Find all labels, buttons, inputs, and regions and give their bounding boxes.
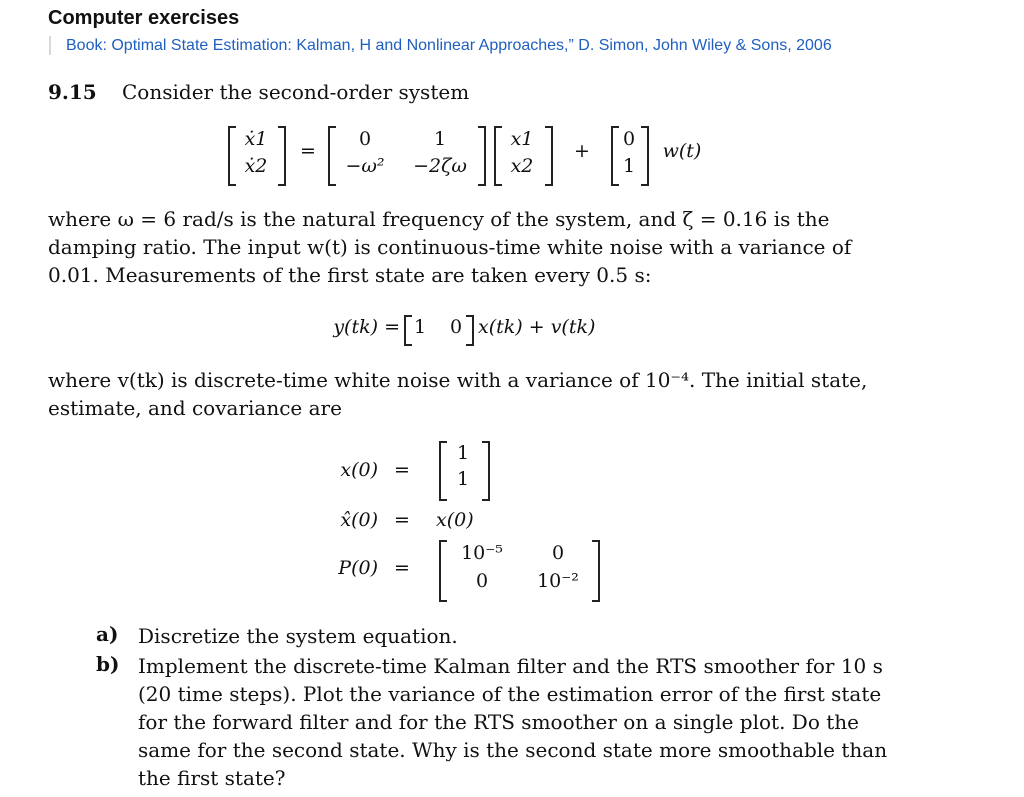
paragraph-description [48, 205, 888, 289]
text-line: 0.01. Measurements of the first state are taken every 0.5 s: [48, 263, 652, 287]
xhat0-value: x(0) [436, 509, 474, 531]
text-line: damping ratio. The input w(t) is continuous-time white noise with a variance of [48, 235, 852, 259]
item-label-b: b) [96, 652, 120, 676]
text-line: Discretize the system equation. [138, 624, 458, 648]
bracket-right [545, 126, 553, 186]
p0-21: 0 [475, 570, 489, 592]
plus-sign: + [574, 140, 590, 162]
equals-sign: = [394, 509, 410, 531]
text-line: Implement the discrete-time Kalman filter and the RTS smoother for 10 s [138, 654, 883, 678]
state-x2: x2 [510, 155, 534, 177]
input-b-2: 1 [622, 155, 636, 177]
input-b-1: 0 [622, 128, 636, 150]
matrix-a-21: −ω² [345, 155, 385, 177]
section-heading: Computer exercises [48, 7, 240, 29]
equals-sign: = [300, 140, 316, 162]
x0-entry-2: 1 [456, 468, 470, 490]
bracket-left [611, 126, 619, 186]
x0-label: x(0) [340, 459, 378, 481]
bracket-right [478, 126, 486, 186]
equals-sign: = [394, 459, 410, 481]
p0-22: 10⁻² [537, 570, 579, 592]
text-line: same for the second state. Why is the second state more smoothable than [138, 738, 888, 762]
bracket-right [466, 315, 474, 346]
text-line: where v(tk) is discrete-time white noise with a variance of 10⁻⁴. The initial state, [48, 368, 868, 392]
matrix-a-11: 0 [358, 128, 372, 150]
bracket-left [439, 540, 447, 602]
bracket-right [278, 126, 286, 186]
text-line: where ω = 6 rad/s is the natural frequency of the system, and ζ = 0.16 is the [48, 207, 830, 231]
bracket-left [328, 126, 336, 186]
text-line: (20 time steps). Plot the variance of the estimation error of the first state [138, 682, 882, 706]
p0-11: 10⁻⁵ [461, 542, 503, 564]
lhs-entry-2: ẋ2 [244, 155, 268, 177]
bracket-left [494, 126, 502, 186]
matrix-a-12: 1 [433, 128, 447, 150]
bracket-left [228, 126, 236, 186]
input-noise: w(t) [662, 140, 702, 162]
paragraph-noise [48, 366, 888, 422]
measurement-rhs: x(tk) + v(tk) [478, 316, 596, 338]
book-reference: Book: Optimal State Estimation: Kalman, H and Nonlinear Approaches,” D. Simon, John Wiley & Sons, 2006 [49, 36, 926, 55]
bracket-left [404, 315, 412, 346]
bracket-right [482, 441, 490, 501]
item-text-b [138, 652, 888, 792]
matrix-c-2: 0 [449, 316, 463, 338]
lhs-entry-1: ẋ1 [244, 128, 268, 150]
bracket-left [439, 441, 447, 501]
text-line: estimate, and covariance are [48, 396, 342, 420]
problem-number: 9.15 [48, 80, 97, 104]
matrix-c-1: 1 [413, 316, 427, 338]
item-label-a: a) [96, 622, 119, 646]
equals-sign: = [394, 557, 410, 579]
bracket-right [592, 540, 600, 602]
text-line: for the forward filter and for the RTS smoother on a single plot. Do the [138, 710, 859, 734]
problem-intro: Consider the second-order system [122, 80, 470, 104]
measurement-lhs: y(tk) = [333, 316, 400, 338]
item-text-a [138, 622, 888, 650]
matrix-a-22: −2ζω [413, 155, 467, 177]
xhat0-label: x̂(0) [340, 509, 378, 531]
bracket-right [641, 126, 649, 186]
p0-label: P(0) [338, 557, 378, 579]
x0-entry-1: 1 [456, 442, 470, 464]
p0-12: 0 [551, 542, 565, 564]
text-line: the first state? [138, 766, 286, 790]
state-x1: x1 [510, 128, 534, 150]
